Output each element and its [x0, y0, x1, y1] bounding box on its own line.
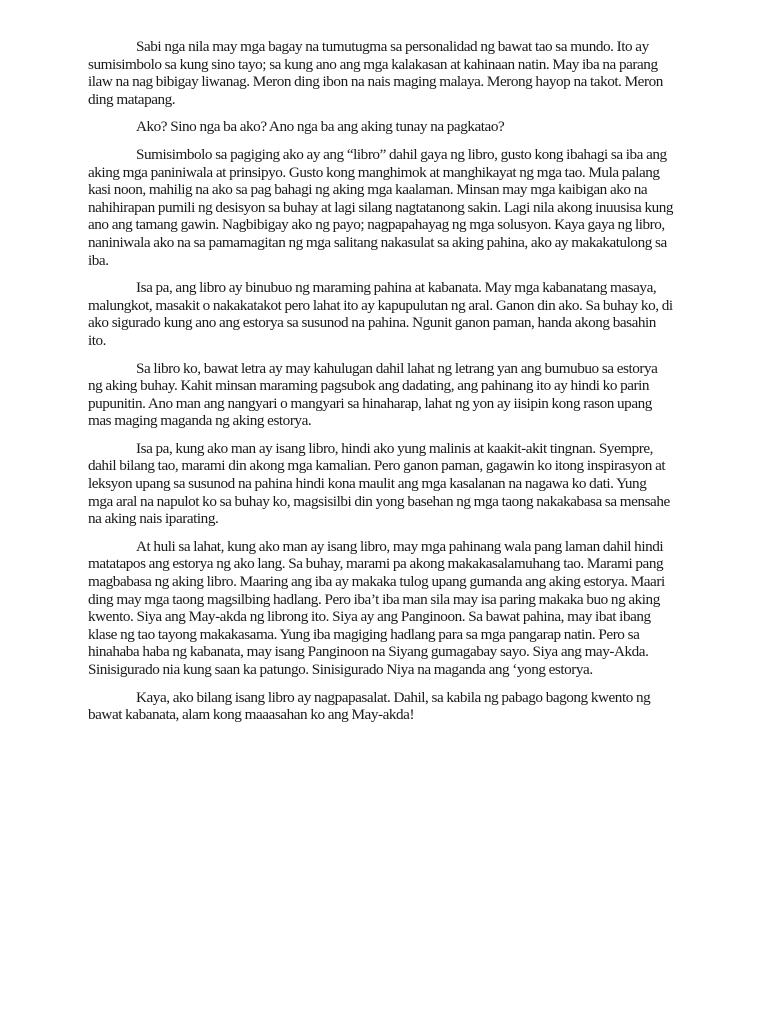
paragraph-7: At huli sa lahat, kung ako man ay isang libro, may mga pahinang wala pang laman dahil hindi matatapos ang estorya ng ako lang. Sa buhay, marami pa akong makakasalamuhang tao. Marami pang magbabasa ng aking libro. Maaring ang iba ay makaka tulog upang gumanda ang aking estorya. Maari ding may mga taong magsilbing hadlang. Pero iba’t iba man sila may isa paring makaka buo ng aking kwento. Siya ang May-akda ng librong ito. Siya ay ang Panginoon. Sa bawat pahina, may ibat ibang klase ng tao tayong makakasama. Yung iba magiging hadlang para sa mga pangarap natin. Pero sa hinahaba haba ng kabanata, may isang Panginoon na Siyang gumagabay sayo. Siya ang may-Akda. Sinisigurado nia kung saan ka patungo. Sinisigurado Niya na maganda ang ‘yong estorya.	[88, 537, 665, 678]
paragraph-2: Ako? Sino nga ba ako? Ano nga ba ang aking tunay na pagkatao?	[136, 118, 505, 136]
paragraph-6: Isa pa, kung ako man ay isang libro, hindi ako yung malinis at kaakit-akit tingnan. Syempre, dahil bilang tao, marami din akong mga kamalian. Pero ganon paman, gagawin ko itong inspirasyon at leksyon upang sa susunod na pahina hindi kona maulit ang mga kasalanan na nagawa ko dati. Yung mga aral na napulot ko sa buhay ko, magsisilbi din yong basehan ng mga taong nakakabasa sa mensahe na aking nais iparating.	[88, 439, 670, 528]
paragraph-5: Sa libro ko, bawat letra ay may kahulugan dahil lahat ng letrang yan ang bumubuo sa estorya ng aking buhay. Kahit minsan maraming pagsubok ang dadating, ang pahinang ito ay hindi ko parin pupunitin. Ano man ang nangyari o mangyari sa hinaharap, lahat ng yon ay iisipin kong rason upang mas maging maganda ng aking estorya.	[88, 359, 658, 430]
paragraph-8: Kaya, ako bilang isang libro ay nagpapasalat. Dahil, sa kabila ng pabago bagong kwento ng bawat kabanata, alam kong maaasahan ko ang May-akda!	[88, 688, 651, 724]
paragraph-1: Sabi nga nila may mga bagay na tumutugma sa personalidad ng bawat tao sa mundo. Ito ay sumisimbolo sa kung sino tayo; sa kung ano ang mga kalakasan at kahinaan natin. May iba na parang ilaw na nag bibigay liwanag. Meron ding ibon na nais maging malaya. Merong hayop na takot. Meron ding matapang.	[88, 38, 663, 108]
paragraph-3: Sumisimbolo sa pagiging ako ay ang “libro” dahil gaya ng libro, gusto kong ibahagi sa iba ang aking mga paniniwala at prinsipyo. Gusto kong manghimok at manghikayat ng mga tao. Mula palang kasi noon, mahilig na ako sa pag bahagi ng aking mga kaalaman. Minsan may mga kaibigan ako na nahihirapan pumili ng desisyon sa buhay at lagi silang nagtatanong sakin. Lagi nila akong inuusisa kung ano ang tamang gawin. Nagbibigay ako ng payo; nagpapahayag ng mga solusyon. Kaya gaya ng libro, naniniwala ako na sa pamamagitan ng mga salitang nakasulat sa aking pahina, ako ay makakatulong sa iba.	[88, 145, 674, 269]
paragraph-4: Isa pa, ang libro ay binubuo ng maraming pahina at kabanata. May mga kabanatang masaya, malungkot, masakit o nakakatakot pero lahat ito ay kapupulutan ng aral. Ganon din ako. Sa buhay ko, di ako sigurado kung ano ang estorya sa susunod na pahina. Ngunit ganon paman, handa akong basahin ito.	[88, 279, 673, 349]
document-page	[88, 38, 674, 734]
